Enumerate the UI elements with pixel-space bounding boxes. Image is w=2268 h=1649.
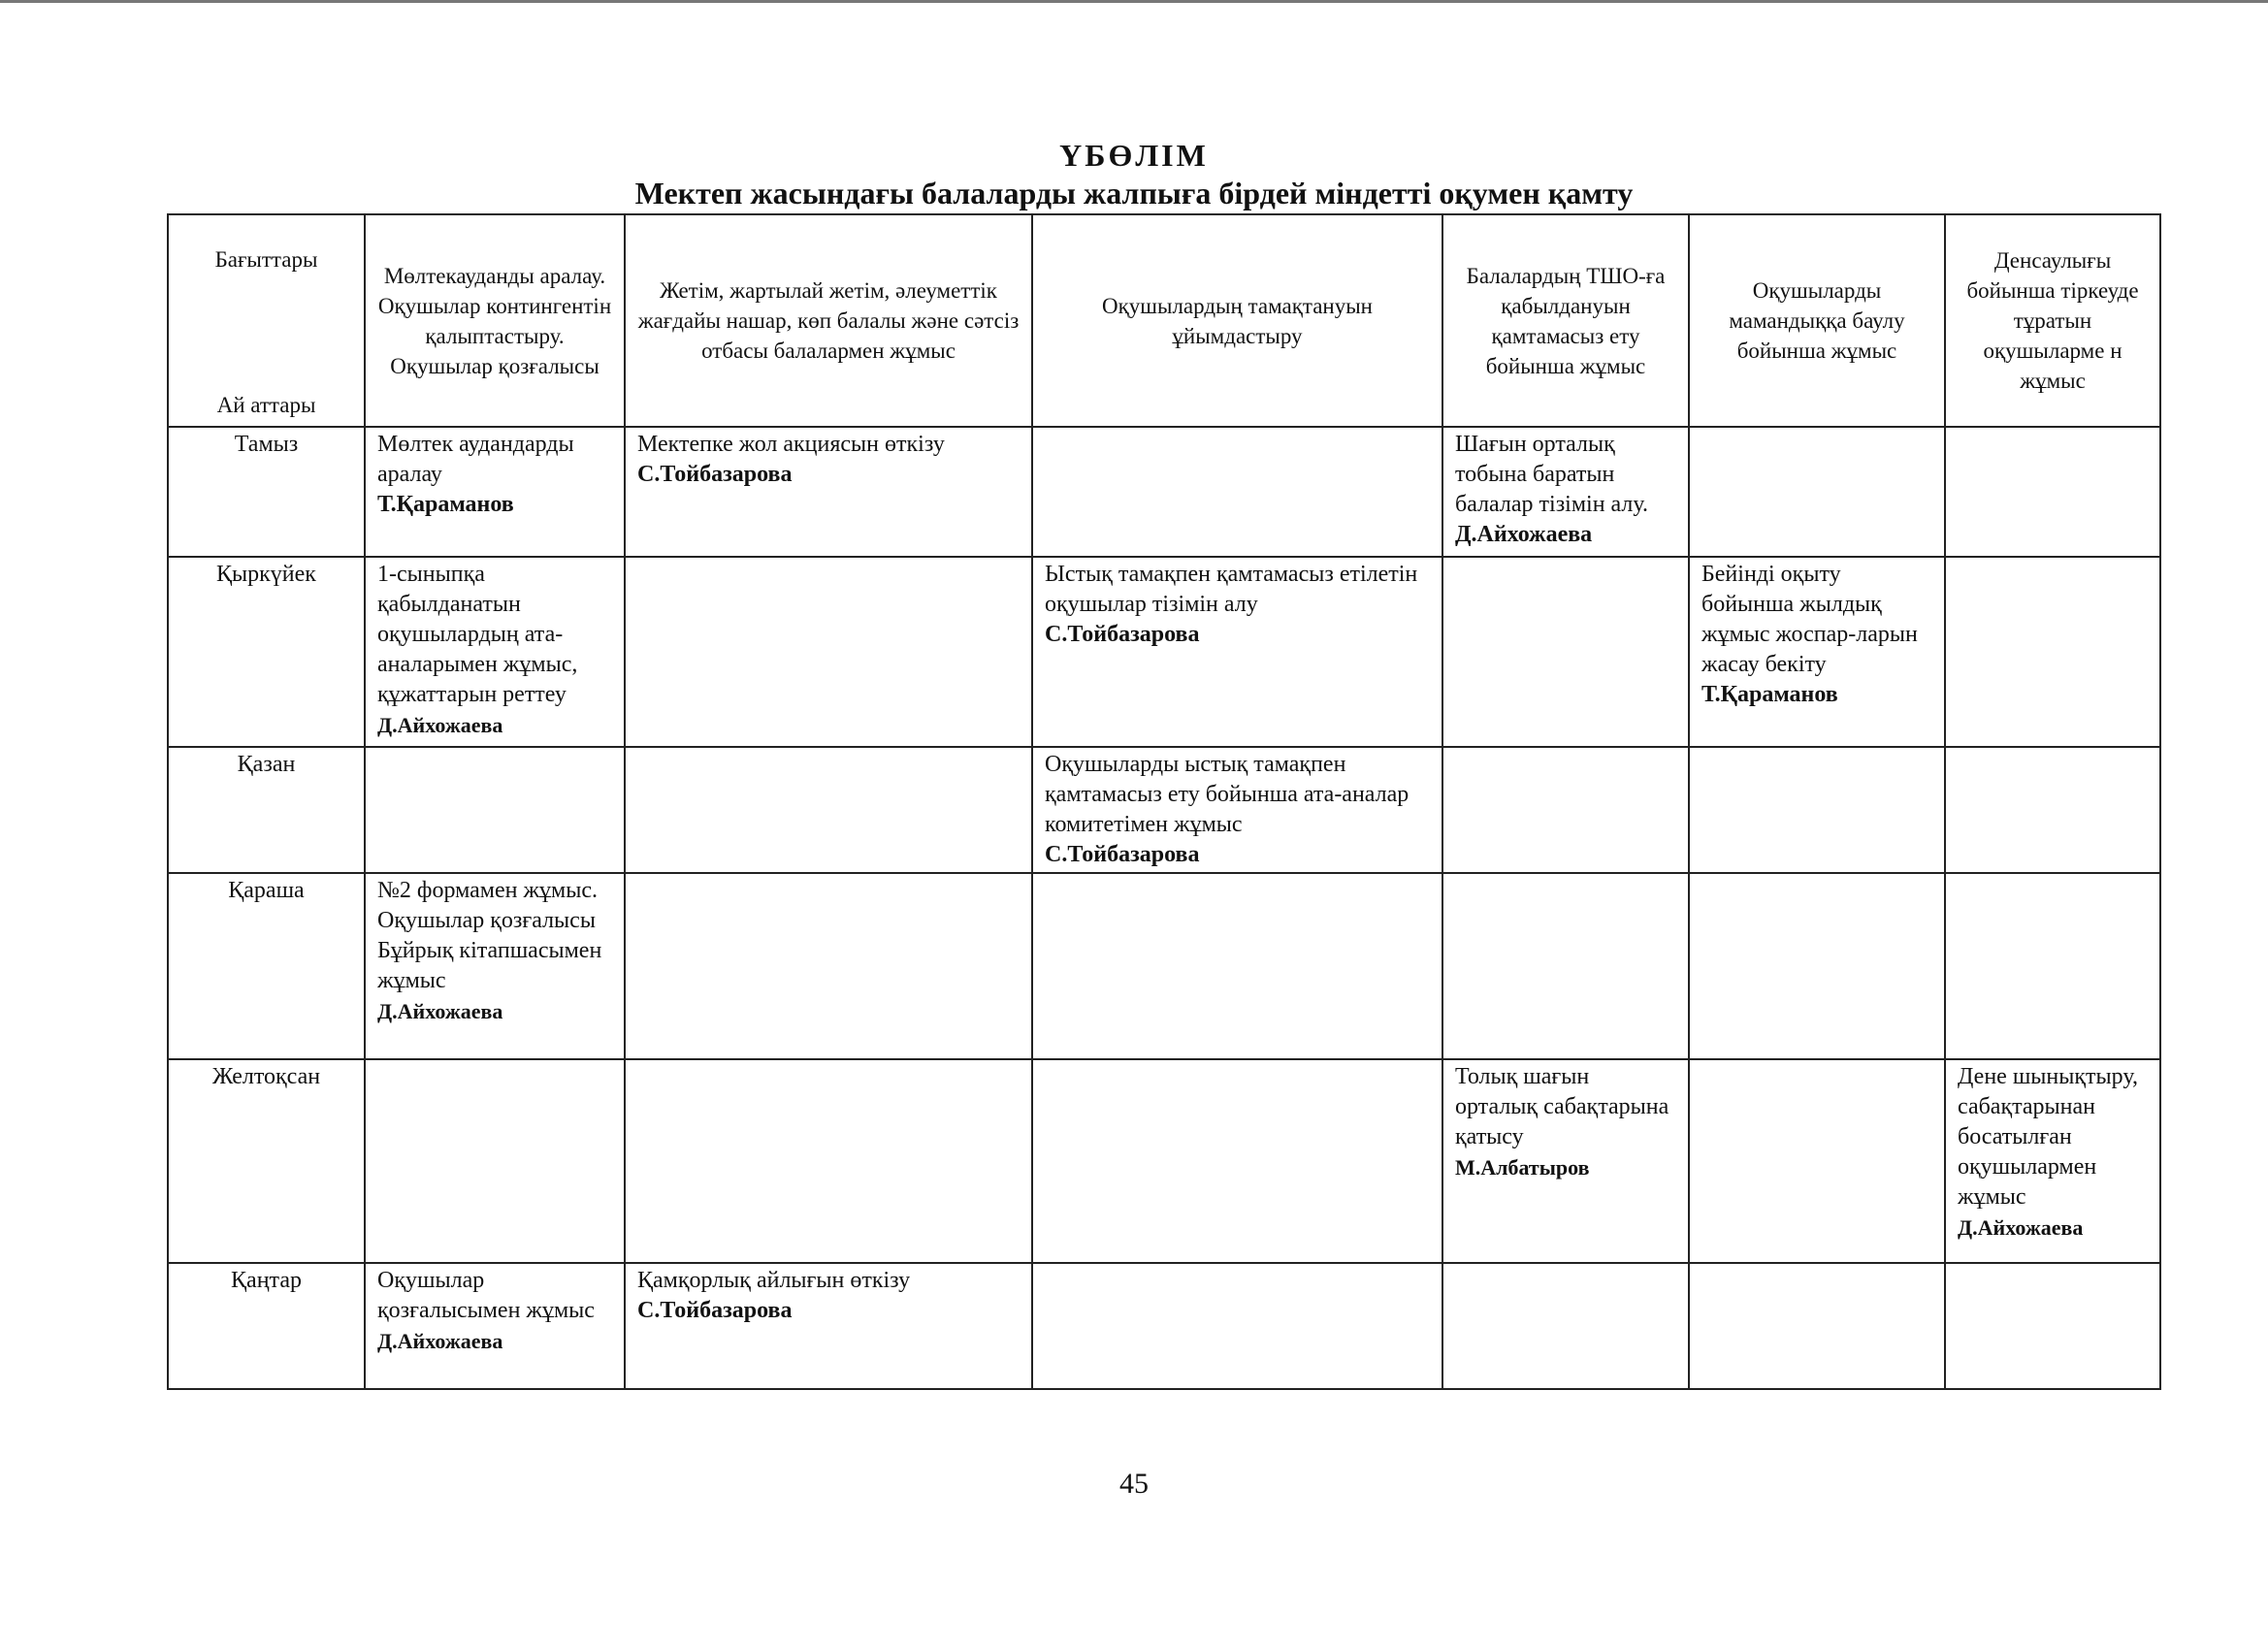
table-row: [168, 1263, 2160, 1389]
cell-text: Дене шынықтыру, сабақтарынан босатылған оқушылармен жұмыс: [1958, 1064, 2138, 1210]
table-cell: [1032, 427, 1442, 557]
table-cell: [1032, 1263, 1442, 1389]
responsible-person: Т.Қараманов: [1701, 682, 1838, 707]
table-cell: [1945, 427, 2160, 557]
table-row: [168, 1059, 2160, 1263]
month-cell: Қыркүйек: [168, 557, 365, 747]
header-row: [168, 214, 2160, 427]
table-row: [168, 557, 2160, 747]
table-cell: [365, 1263, 625, 1389]
cell-text: Қамқорлық айлығын өткізу: [637, 1268, 911, 1293]
cell-text: 1-сыныпқа қабылданатын оқушылардың ата-аналарымен жұмыс, құжаттарын реттеу: [377, 562, 578, 707]
table-cell: [1032, 747, 1442, 873]
table-cell: [365, 747, 625, 873]
table-cell: [365, 427, 625, 557]
table-cell: [1689, 1059, 1945, 1263]
section-title: ҮБӨЛІМ: [1059, 138, 1209, 173]
table-row: [168, 873, 2160, 1059]
table-cell: [365, 557, 625, 747]
table-cell: [365, 873, 625, 1059]
responsible-person: Д.Айхожаева: [377, 713, 503, 737]
month-cell: Тамыз: [168, 427, 365, 557]
table-cell: [1442, 1263, 1689, 1389]
table-cell: [625, 427, 1032, 557]
cell-text: Ыстық тамақпен қамтамасыз етілетін оқушылар тізімін алу: [1045, 562, 1418, 617]
responsible-person: С.Тойбазарова: [637, 462, 793, 487]
responsible-person: Т.Қараманов: [377, 492, 514, 517]
table-cell: [1945, 747, 2160, 873]
table-cell: [625, 1263, 1032, 1389]
column-header-orphans: Жетім, жартылай жетім, әлеуметтік жағдайы нашар, көп балалы және сәтсіз отбасы балалармен жұмыс: [625, 214, 1032, 427]
scan-edge-line: [0, 0, 2268, 3]
corner-header: [168, 214, 365, 427]
table-cell: [1442, 873, 1689, 1059]
table-cell: [1442, 427, 1689, 557]
table-cell: [1032, 1059, 1442, 1263]
table-cell: [1442, 557, 1689, 747]
responsible-person: С.Тойбазарова: [1045, 842, 1200, 867]
directions-label: Бағыттары: [214, 247, 318, 272]
table-cell: [1442, 1059, 1689, 1263]
responsible-person: Д.Айхожаева: [1958, 1215, 2084, 1240]
column-header-career: Оқушыларды мамандыққа баулу бойынша жұмыс: [1689, 214, 1945, 427]
page-number: 45: [1119, 1468, 1149, 1500]
cell-text: Шағын орталық тобына баратын балалар тізімін алу.: [1455, 432, 1648, 517]
responsible-person: С.Тойбазарова: [1045, 622, 1200, 647]
responsible-person: М.Албатыров: [1455, 1155, 1590, 1180]
table-cell: [1945, 1263, 2160, 1389]
table-cell: [625, 557, 1032, 747]
table-cell: [1442, 747, 1689, 873]
table-row: [168, 427, 2160, 557]
months-label: Ай аттары: [216, 393, 316, 417]
month-cell: Қазан: [168, 747, 365, 873]
table-cell: [1689, 873, 1945, 1059]
table-cell: [1945, 873, 2160, 1059]
table-cell: [625, 873, 1032, 1059]
column-header-health: Денсаулығы бойынша тіркеуде тұратын оқушыларме н жұмыс: [1945, 214, 2160, 427]
responsible-person: Д.Айхожаева: [1455, 522, 1593, 547]
table-row: [168, 747, 2160, 873]
cell-text: Оқушыларды ыстық тамақпен қамтамасыз ету бойынша ата-аналар комитетімен жұмыс: [1045, 752, 1409, 837]
responsible-person: Д.Айхожаева: [377, 1329, 503, 1353]
cell-text: №2 формамен жұмыс. Оқушылар қозғалысы Бұйрық кітапшасымен жұмыс: [377, 878, 602, 993]
table-cell: [1032, 557, 1442, 747]
table-cell: [1689, 1263, 1945, 1389]
responsible-person: С.Тойбазарова: [637, 1298, 793, 1323]
table-cell: [625, 747, 1032, 873]
table-cell: [625, 1059, 1032, 1263]
column-header-microdistrict: Мөлтекауданды аралау. Оқушылар контингентін қалыптастыру. Оқушылар қозғалысы: [365, 214, 625, 427]
month-cell: Қараша: [168, 873, 365, 1059]
table-cell: [1032, 873, 1442, 1059]
responsible-person: Д.Айхожаева: [377, 999, 503, 1023]
month-cell: Қаңтар: [168, 1263, 365, 1389]
cell-text: Мөлтек аудандарды аралау: [377, 432, 574, 487]
cell-text: Толық шағын орталық сабақтарына қатысу: [1455, 1064, 1669, 1149]
cell-text: Бейінді оқыту бойынша жылдық жұмыс жоспар-ларын жасау бекіту: [1701, 562, 1918, 677]
table-cell: [1945, 557, 2160, 747]
table-cell: [1945, 1059, 2160, 1263]
table-cell: [365, 1059, 625, 1263]
table-cell: [1689, 747, 1945, 873]
cell-text: Мектепке жол акциясын өткізу: [637, 432, 945, 457]
table-cell: [1689, 427, 1945, 557]
cell-text: Оқушылар қозғалысымен жұмыс: [377, 1268, 595, 1323]
table-cell: [1689, 557, 1945, 747]
month-cell: Желтоқсан: [168, 1059, 365, 1263]
column-header-tsho: Балалардың ТШО-ға қабылдануын қамтамасыз ету бойынша жұмыс: [1442, 214, 1689, 427]
column-header-nutrition: Оқушылардың тамақтануын ұйымдастыру: [1032, 214, 1442, 427]
plan-table: [167, 213, 2161, 1390]
section-subtitle: Мектеп жасындағы балаларды жалпыға бірдей міндетті оқумен қамту: [634, 176, 1634, 210]
